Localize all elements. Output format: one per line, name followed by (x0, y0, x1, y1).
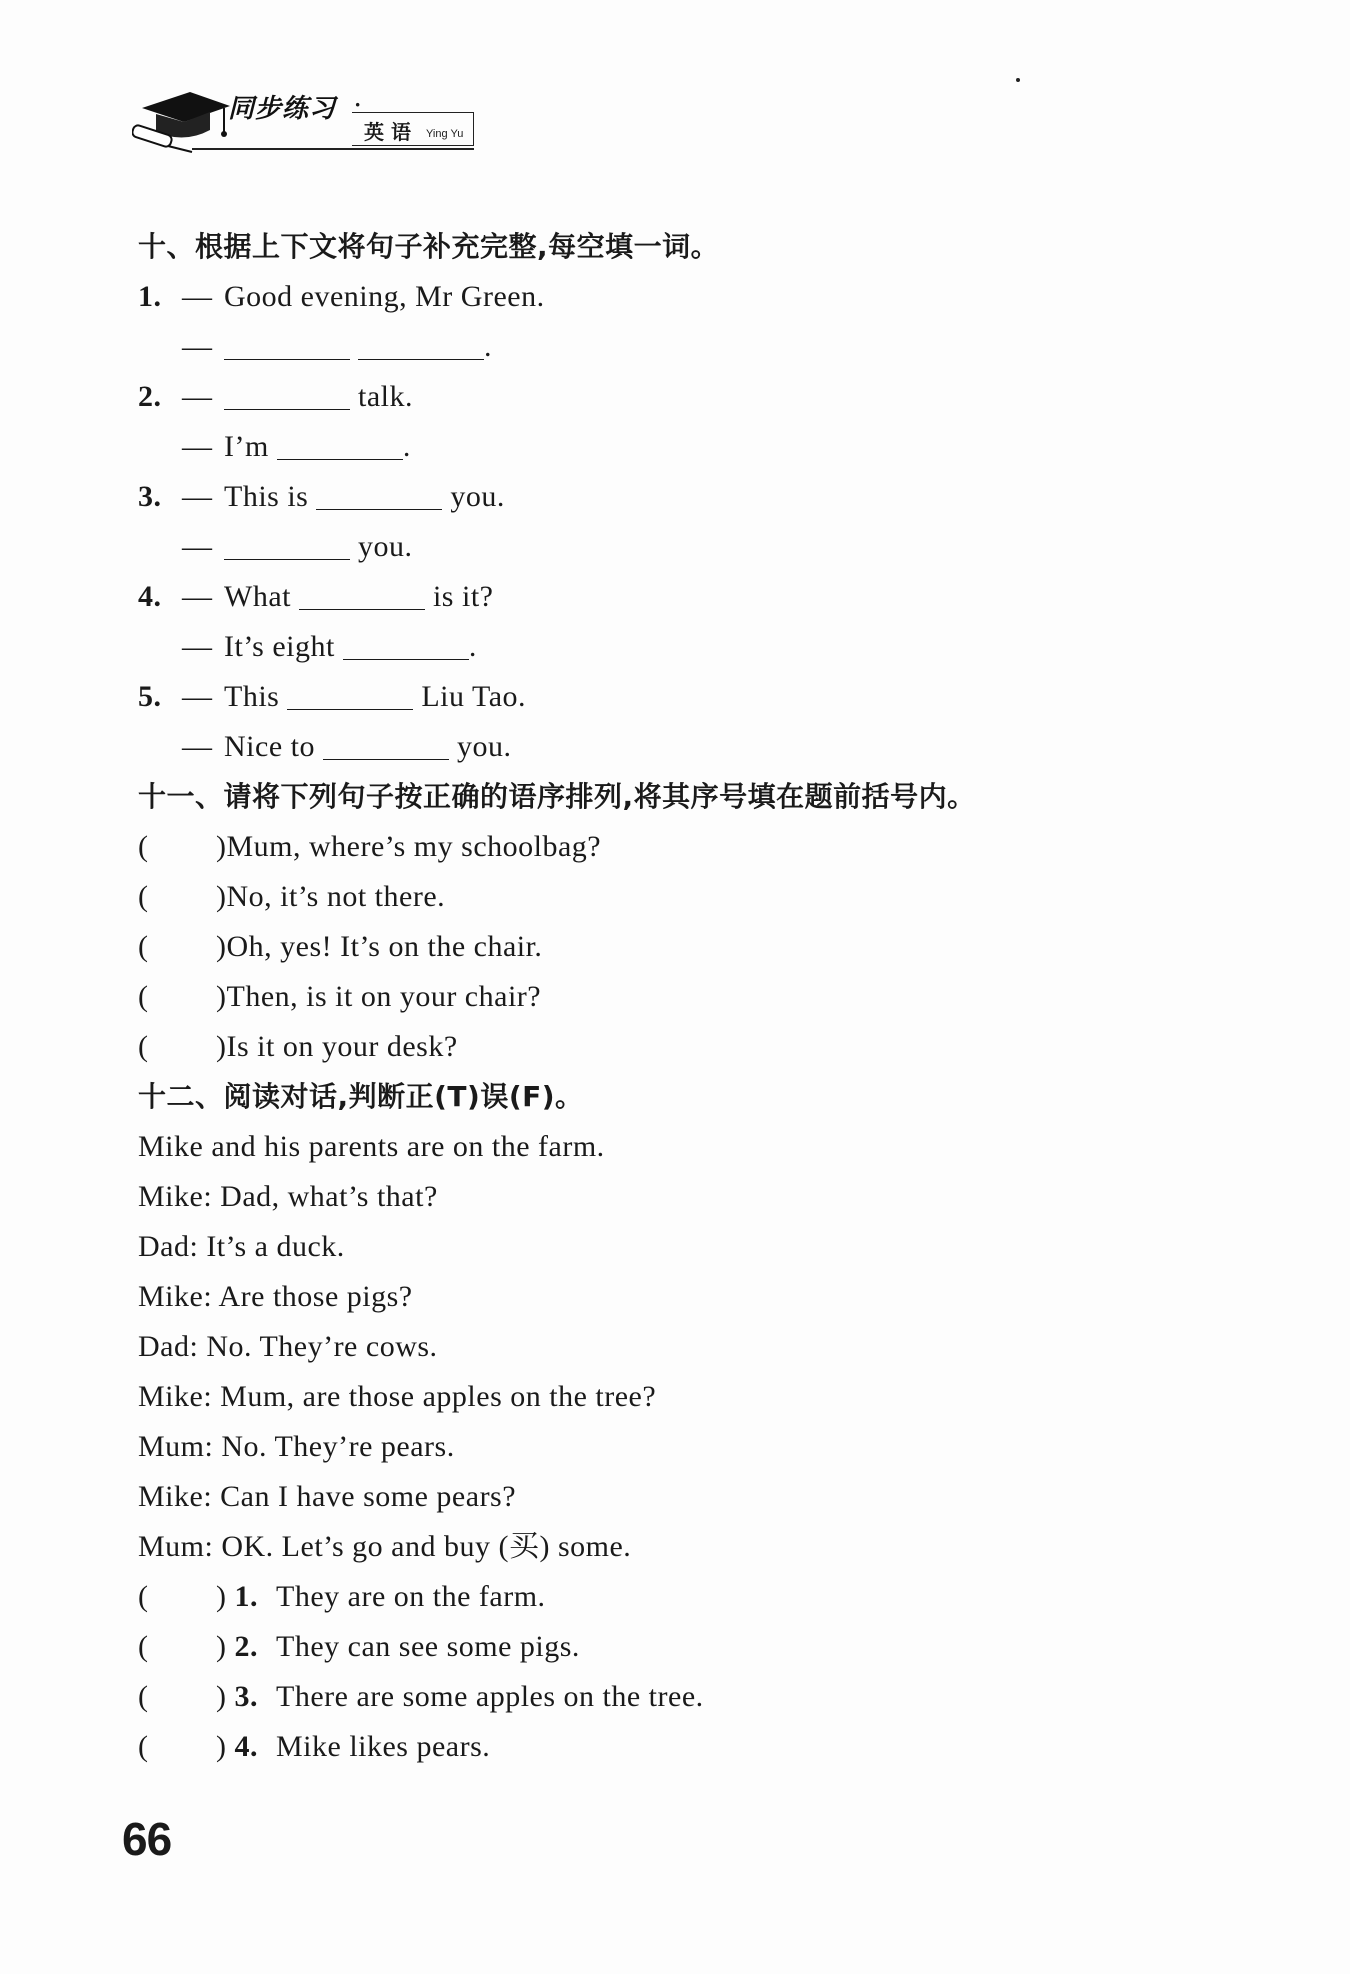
subject-pinyin: Ying Yu (426, 128, 464, 140)
answer-blank[interactable] (323, 725, 449, 760)
s10-item-1-a: 1. — Good evening, Mr Green. (138, 280, 545, 313)
answer-blank[interactable] (343, 625, 469, 660)
order-bracket[interactable]: ( (138, 930, 149, 963)
s10-item-1-b: — . (138, 322, 1238, 372)
answer-blank[interactable] (316, 475, 442, 510)
s10-item-5-a: 5. — This Liu Tao. (138, 672, 1238, 722)
order-bracket[interactable]: ( (138, 1030, 149, 1063)
dialogue-line: Mike: Are those pigs? (138, 1280, 413, 1313)
exercise-content (138, 222, 1238, 1772)
subject-label: 英 语 (364, 120, 411, 144)
answer-blank[interactable] (358, 325, 484, 360)
s10-item-3-a: 3. — This is you. (138, 472, 1238, 522)
s10-item-2-a: 2. — talk. (138, 372, 1238, 422)
dialogue-line: Mike: Dad, what’s that? (138, 1180, 438, 1213)
s11-item: ( )Then, is it on your chair? (138, 972, 1238, 1022)
answer-blank[interactable] (224, 325, 350, 360)
tf-question: ( ) 3. There are some apples on the tree. (138, 1672, 1238, 1722)
s10-item-3-b: — you. (138, 522, 1238, 572)
graduation-cap-icon (132, 86, 232, 154)
dialogue-line: Dad: It’s a duck. (138, 1230, 345, 1263)
answer-blank[interactable] (277, 425, 403, 460)
s10-item-2-b: — I’m . (138, 422, 1238, 472)
section-12-title: 十二、阅读对话,判断正(T)误(F)。 (138, 1080, 584, 1113)
brand-title: 同步练习 (228, 94, 337, 124)
answer-blank[interactable] (224, 375, 350, 410)
s10-item-4-a: 4. — What is it? (138, 572, 1238, 622)
tf-bracket[interactable]: ( (138, 1680, 149, 1713)
dialogue-line: Mum: No. They’re pears. (138, 1430, 455, 1463)
answer-blank[interactable] (287, 675, 413, 710)
s10-item-4-b: — It’s eight . (138, 622, 1238, 672)
tf-question: ( ) 4. Mike likes pears. (138, 1722, 1238, 1772)
s11-item: ( )Mum, where’s my schoolbag? (138, 822, 1238, 872)
s10-item-5-b: — Nice to you. (138, 722, 1238, 772)
brand-dot: · (354, 92, 362, 117)
answer-blank[interactable] (224, 525, 350, 560)
tf-bracket[interactable]: ( (138, 1580, 149, 1613)
s11-item: ( )Is it on your desk? (138, 1022, 1238, 1072)
tf-question: ( ) 1. They are on the farm. (138, 1572, 1238, 1622)
s11-item: ( )No, it’s not there. (138, 872, 1238, 922)
page-header (132, 82, 492, 160)
tf-bracket[interactable]: ( (138, 1730, 149, 1763)
dialogue-line: Dad: No. They’re cows. (138, 1330, 438, 1363)
tf-bracket[interactable]: ( (138, 1630, 149, 1663)
order-bracket[interactable]: ( (138, 980, 149, 1013)
order-bracket[interactable]: ( (138, 830, 149, 863)
reading-intro: Mike and his parents are on the farm. (138, 1130, 605, 1163)
page-number: 66 (122, 1813, 172, 1865)
answer-blank[interactable] (299, 575, 425, 610)
order-bracket[interactable]: ( (138, 880, 149, 913)
section-11-title: 十一、请将下列句子按正确的语序排列,将其序号填在题前括号内。 (138, 780, 976, 813)
dialogue-line: Mum: OK. Let’s go and buy (买) some. (138, 1530, 632, 1563)
tf-question: ( ) 2. They can see some pigs. (138, 1622, 1238, 1672)
header-underline (192, 148, 474, 150)
dialogue-line: Mike: Mum, are those apples on the tree? (138, 1380, 657, 1413)
s11-item: ( )Oh, yes! It’s on the chair. (138, 922, 1238, 972)
section-10-title: 十、根据上下文将句子补充完整,每空填一词。 (138, 230, 720, 263)
dialogue-line: Mike: Can I have some pears? (138, 1480, 517, 1513)
stray-dot (1016, 78, 1020, 82)
